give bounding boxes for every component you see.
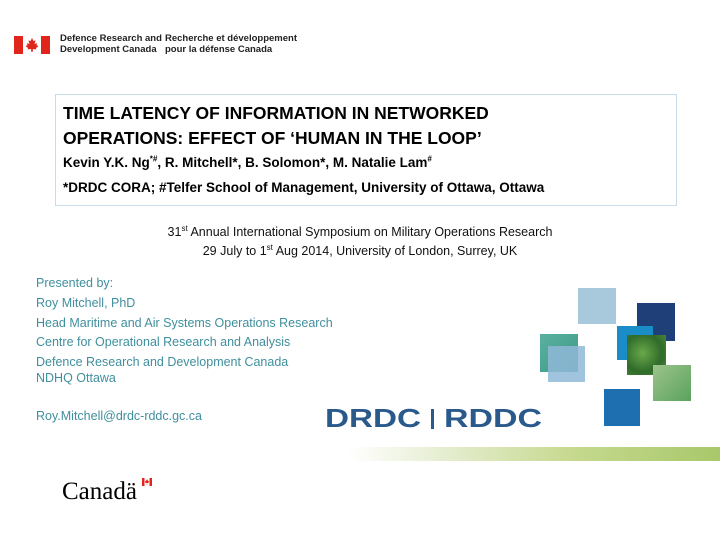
svg-text:DRDC: DRDC (325, 405, 422, 431)
presenter-name: Roy Mitchell, PhD (36, 296, 136, 310)
presentation-title: TIME LATENCY OF INFORMATION IN NETWORKED OPERATIONS: EFFECT OF ‘HUMAN IN THE LOOP’ (63, 103, 489, 148)
presenter-organization: Defence Research and Development Canada (36, 355, 289, 369)
presenter-centre: Centre for Operational Research and Analysis (36, 335, 291, 349)
presenter-title: Head Maritime and Air Systems Operations Research (36, 316, 333, 330)
svg-text:RDDC: RDDC (444, 405, 542, 431)
department-name-french: Recherche et développement pour la défense Canada (165, 33, 297, 55)
authors: Kevin Y.K. Ng*#, R. Mitchell*, B. Solomon*, M. Natalie Lam# (63, 154, 432, 170)
canada-flag-icon (14, 36, 50, 54)
department-name-english: Defence Research and Development Canada (60, 33, 162, 55)
affiliations: *DRDC CORA; #Telfer School of Management, University of Ottawa, Ottawa (63, 180, 545, 195)
presenter-email-link[interactable]: Roy.Mitchell@drdc-rddc.gc.ca (36, 409, 202, 423)
drdc-rddc-logo (325, 405, 542, 431)
presenter-location: NDHQ Ottawa (36, 371, 116, 385)
green-accent-bar (348, 447, 720, 461)
canada-wordmark (62, 477, 154, 508)
symposium-date-location: 29 July to 1st Aug 2014, University of London, Surrey, UK (202, 242, 518, 258)
presenter-label: Presented by: (36, 276, 114, 290)
svg-text:Canadä: Canadä (62, 478, 137, 503)
symposium-name: 31st Annual International Symposium on Military Operations Research (167, 223, 553, 239)
